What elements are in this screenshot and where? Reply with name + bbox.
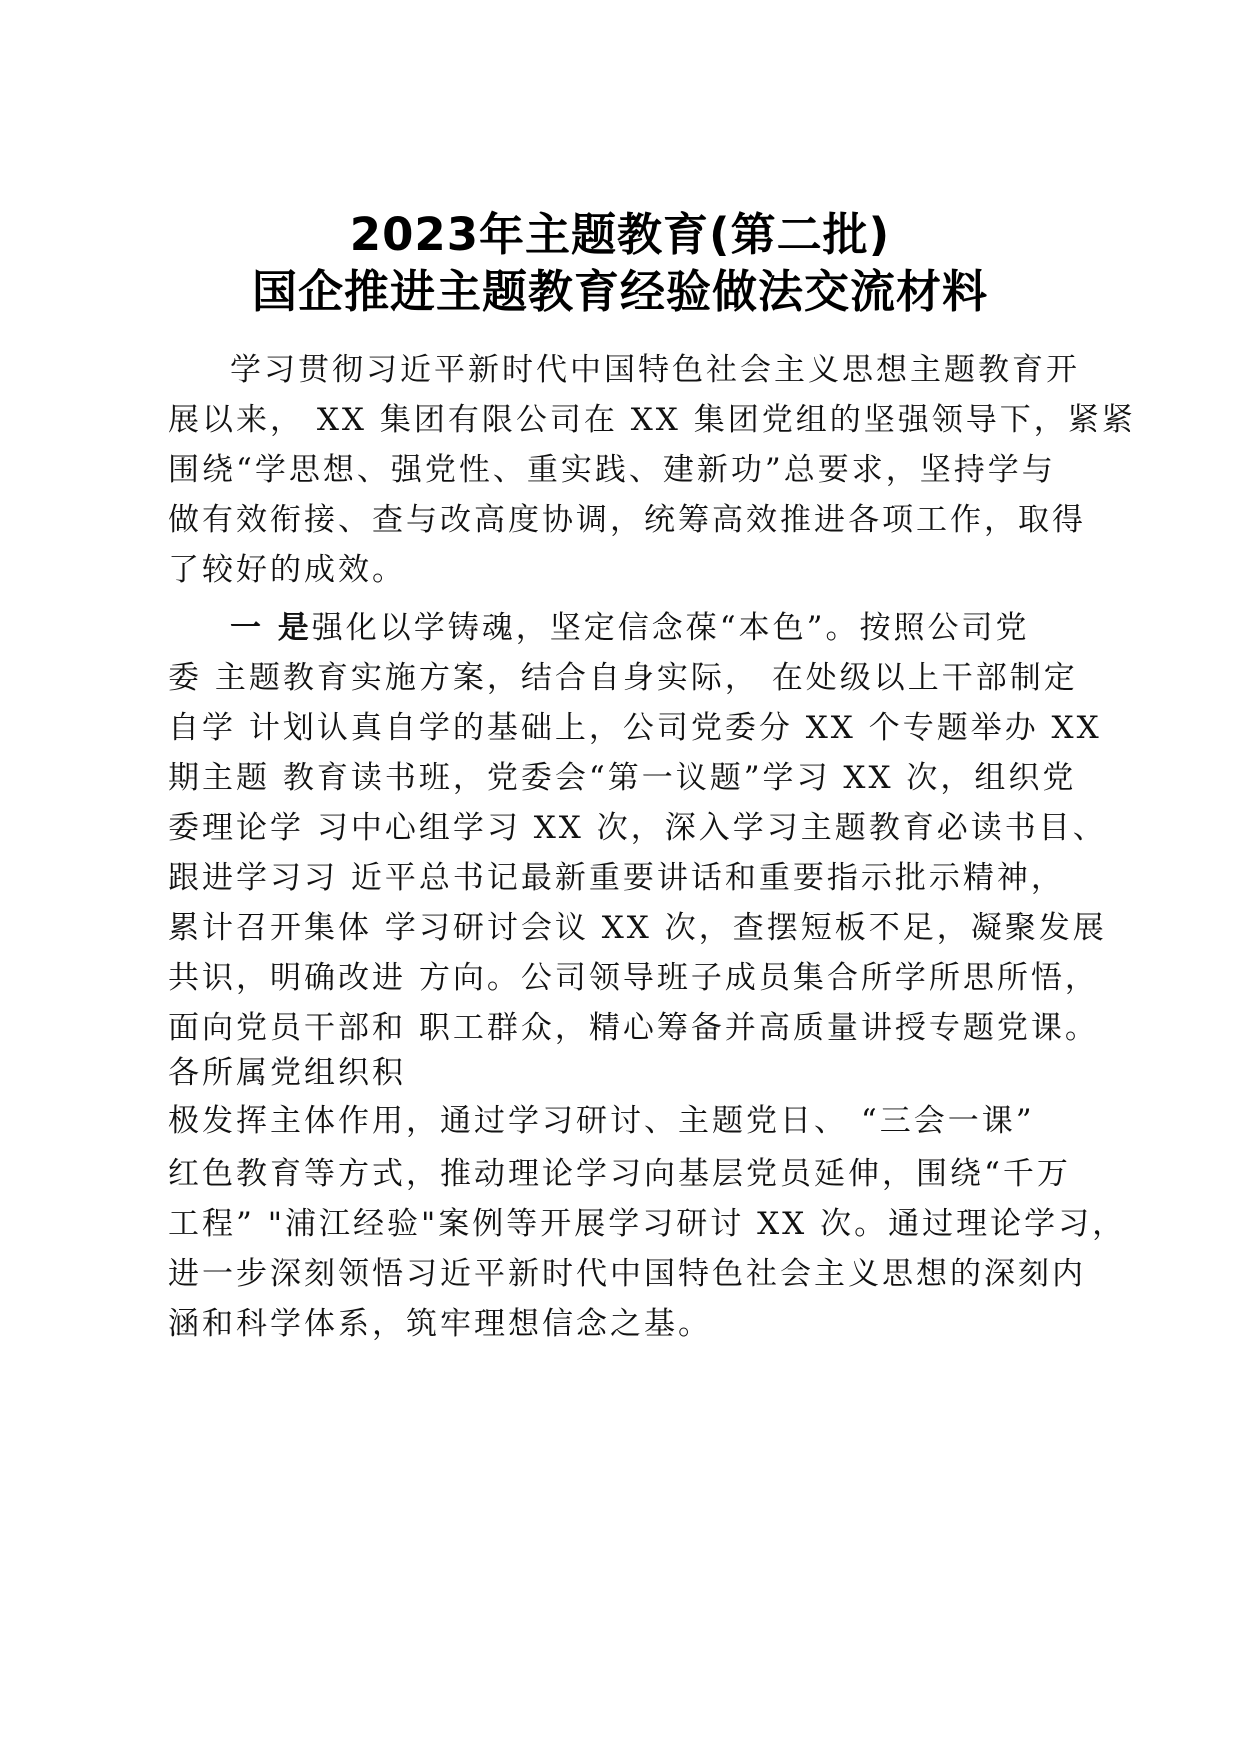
text-line: 共识，明确改进 方向。公司领导班子成员集合所学所思所悟， [168,960,1099,996]
text-line: 涵和科学体系，筑牢理想信念之基。 [168,1306,712,1342]
document-title-line1: 2023年主题教育(第二批) [349,208,891,261]
document-title-line2: 国企推进主题教育经验做法交流材料 [251,265,988,318]
text-line: 展以来， XX 集团有限公司在 XX 集团党组的坚强领导下，紧紧 [168,402,1136,438]
text-line: 期主题 教育读书班，党委会“第一议题”学习 XX 次，组织党 [168,760,1077,796]
text-line: 做有效衔接、查与改高度协调，统筹高效推进各项工作，取得 [168,502,1086,538]
text-line: 各所属党组织积 [168,1055,406,1091]
section-1-lead: 一 是 [230,610,312,646]
text-line: 极发挥主体作用，通过学习研讨、主题党日、 “三会一课” [168,1103,1035,1139]
intro-paragraph [168,345,1136,595]
text-line: 围绕“学思想、强党性、重实践、建新功”总要求，坚持学与 [168,452,1056,488]
text-line: 学习贯彻习近平新时代中国特色社会主义思想主题教育开 [230,352,1080,388]
text-line: 委 主题教育实施方案，结合自身实际， 在处级以上干部制定 [168,660,1078,696]
text-line: 累计召开集体 学习研讨会议 XX 次，查摆短板不足，凝聚发展 [168,910,1107,946]
text-line: 跟进学习习 近平总书记最新重要讲话和重要指示批示精神， [168,860,1065,896]
text-line: 红色教育等方式，推动理论学习向基层党员延伸，围绕“千万 [168,1156,1071,1192]
section-1-paragraph [168,603,1127,1349]
text-line: 了较好的成效。 [168,552,406,588]
section-1-first-line [168,603,1088,653]
text-line: 面向党员干部和 职工群众，精心筹备并高质量讲授专题党课。 [168,1010,1099,1046]
text-line: 工程” "浦江经验"案例等开展学习研讨 XX 次。通过理论学习， [168,1206,1127,1242]
text-line: 进一步深刻领悟习近平新时代中国特色社会主义思想的深刻内 [168,1256,1086,1292]
text-line: 自学 计划认真自学的基础上，公司党委分 XX 个专题举办 XX [168,710,1102,746]
section-1-first-line-text: 强化以学铸魂，坚定信念葆“本色”。按照公司党 [311,610,1030,646]
document-body [168,345,1136,1349]
text-line: 委理论学 习中心组学习 XX 次，深入学习主题教育必读书目、 [168,810,1107,846]
